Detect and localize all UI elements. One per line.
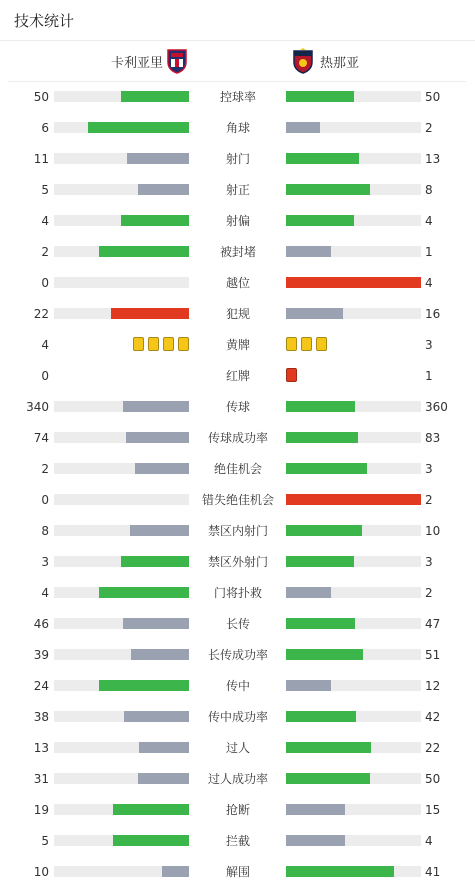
away-stat-bar-fill [286,153,359,164]
away-stat-value: 10 [425,524,441,538]
stat-label: 禁区外射门 [207,555,268,569]
home-stat-bar [54,804,189,815]
home-stat-bar [54,308,189,319]
home-stat-value: 50 [33,90,49,104]
home-stat-bar [54,277,189,288]
stat-row [0,460,475,480]
stat-label: 控球率 [219,90,256,104]
away-stat-bar-fill [286,184,370,195]
away-stat-bar-fill [286,277,421,288]
stat-label: 过人 [225,741,250,755]
stat-row [0,88,475,108]
away-stat-bar-fill [286,401,355,412]
home-stat-bar-fill [131,649,189,660]
stat-label: 门将扑救 [213,586,262,600]
away-stat-bar-fill [286,680,331,691]
away-stat-value: 2 [425,121,433,135]
away-stat-value: 83 [425,431,441,445]
home-stat-bar [54,742,189,753]
stat-label: 传球成功率 [207,431,268,445]
yellow-card-icon [301,337,312,351]
away-stat-bar-fill [286,463,367,474]
away-stat-value: 2 [425,586,433,600]
away-stat-bar [286,680,421,691]
home-stat-bar [54,680,189,691]
away-stat-bar [286,401,421,412]
away-stat-value: 13 [425,152,441,166]
away-stat-bar [286,866,421,877]
stat-label: 黄牌 [225,338,250,352]
stat-label: 禁区内射门 [207,524,268,538]
away-stat-bar [286,494,421,505]
home-stat-value: 0 [41,276,49,290]
stat-row [0,429,475,449]
away-stat-bar [286,649,421,660]
home-stat-bar-fill [99,680,189,691]
away-stat-bar [286,308,421,319]
home-stat-value: 31 [33,772,49,786]
away-stat-value: 3 [425,555,433,569]
home-stat-value: 4 [41,586,49,600]
stat-row [0,119,475,139]
home-stat-bar-fill [99,246,189,257]
home-stat-bar-fill [130,525,189,536]
stat-label: 传中 [225,679,250,693]
home-stat-bar-fill [139,742,189,753]
away-stat-value: 3 [425,462,433,476]
home-stat-bar-fill [121,556,189,567]
away-stat-bar [286,184,421,195]
stat-row [0,615,475,635]
home-stat-bar-fill [162,866,189,877]
home-stat-bar [54,649,189,660]
home-stat-value: 11 [33,152,49,166]
stat-label: 红牌 [225,369,250,383]
home-stat-bar [54,184,189,195]
home-stat-value: 2 [41,245,49,259]
stat-row [0,243,475,263]
home-stat-value: 4 [41,214,49,228]
away-stat-value: 4 [425,834,433,848]
home-stat-bar [54,153,189,164]
stat-row [0,522,475,542]
home-stat-value: 340 [26,400,49,414]
stat-row [0,212,475,232]
away-stat-bar [286,742,421,753]
team-header [8,41,466,82]
home-stat-bar-fill [135,463,189,474]
home-stat-bar-fill [99,587,189,598]
away-stat-value: 47 [425,617,441,631]
stat-label: 错失绝佳机会 [201,493,274,507]
away-stat-bar-fill [286,866,394,877]
home-stat-bar [54,463,189,474]
away-stat-bar [286,587,421,598]
away-stat-value: 12 [425,679,441,693]
stat-row [0,367,475,387]
home-stat-bar [54,215,189,226]
stat-label: 射偏 [225,214,250,228]
yellow-card-icon [148,337,159,351]
stat-row [0,739,475,759]
home-stat-bar-fill [138,184,189,195]
away-stat-bar-fill [286,773,370,784]
stat-label: 越位 [225,276,250,290]
home-stat-value: 5 [41,183,49,197]
away-stat-bar [286,525,421,536]
yellow-card-icon [163,337,174,351]
stat-label: 解围 [225,865,250,879]
away-stat-bar-fill [286,308,343,319]
home-stat-value: 4 [41,338,49,352]
away-stat-bar-fill [286,246,331,257]
home-stat-bar [54,866,189,877]
home-stat-bar [54,556,189,567]
away-cards [286,337,421,351]
stat-row [0,770,475,790]
away-stat-bar [286,835,421,846]
home-stat-value: 0 [41,493,49,507]
home-stat-bar [54,711,189,722]
home-stat-bar-fill [111,308,189,319]
stat-label: 射正 [225,183,250,197]
away-stat-bar [286,91,421,102]
home-stat-bar-fill [138,773,189,784]
home-stat-value: 24 [33,679,49,693]
stat-row [0,677,475,697]
home-stat-value: 19 [33,803,49,817]
home-stat-value: 22 [33,307,49,321]
away-stat-bar-fill [286,494,421,505]
stat-row [0,336,475,356]
stat-label: 长传成功率 [207,648,268,662]
away-stat-value: 50 [425,90,441,104]
away-stat-bar [286,153,421,164]
away-stat-bar [286,432,421,443]
away-team-name: 热那亚 [320,56,360,71]
away-stat-bar-fill [286,618,355,629]
home-stat-bar-fill [124,711,189,722]
home-stat-value: 46 [33,617,49,631]
home-stat-bar-fill [123,401,189,412]
yellow-card-icon [286,337,297,351]
stat-row [0,305,475,325]
away-stat-bar [286,463,421,474]
home-stat-value: 8 [41,524,49,538]
stat-label: 长传 [225,617,250,631]
stat-row [0,708,475,728]
away-stat-value: 50 [425,772,441,786]
stat-label: 犯规 [225,307,250,321]
home-stat-bar [54,246,189,257]
away-stat-bar-fill [286,835,345,846]
stat-row [0,491,475,511]
away-stat-bar-fill [286,525,362,536]
home-stat-value: 6 [41,121,49,135]
red-card-icon [286,368,297,382]
home-stat-bar [54,773,189,784]
away-stat-value: 8 [425,183,433,197]
away-stat-value: 1 [425,369,433,383]
stat-label: 过人成功率 [207,772,268,786]
away-stat-bar [286,804,421,815]
stat-row [0,274,475,294]
stat-row [0,646,475,666]
home-stat-bar-fill [113,835,189,846]
away-stat-value: 2 [425,493,433,507]
away-stat-value: 51 [425,648,441,662]
away-stat-bar [286,246,421,257]
stat-label: 传球 [225,400,250,414]
away-stat-bar-fill [286,587,331,598]
home-stat-bar-fill [127,153,189,164]
away-stat-bar-fill [286,556,354,567]
home-cards [54,368,189,382]
stat-label: 绝佳机会 [213,462,262,476]
home-stat-bar [54,587,189,598]
away-stat-bar [286,556,421,567]
home-stat-value: 5 [41,834,49,848]
yellow-card-icon [178,337,189,351]
stat-row [0,181,475,201]
away-stat-bar-fill [286,215,354,226]
home-stat-value: 2 [41,462,49,476]
home-stat-bar-fill [121,215,189,226]
away-stat-bar [286,711,421,722]
home-stat-value: 13 [33,741,49,755]
stat-label: 传中成功率 [207,710,268,724]
home-stat-bar-fill [88,122,189,133]
stat-label: 抢断 [225,803,250,817]
away-stat-value: 42 [425,710,441,724]
home-stat-value: 74 [33,431,49,445]
home-stat-value: 38 [33,710,49,724]
home-stat-bar [54,494,189,505]
stat-label: 角球 [225,121,250,135]
yellow-card-icon [316,337,327,351]
home-cards [54,337,189,351]
home-stat-bar-fill [113,804,189,815]
away-stat-bar-fill [286,804,345,815]
stat-label: 射门 [225,152,250,166]
stat-label: 被封堵 [219,245,256,259]
home-stat-bar [54,835,189,846]
stat-row [0,863,475,883]
away-stat-bar-fill [286,91,354,102]
stat-row [0,584,475,604]
away-stat-value: 15 [425,803,441,817]
away-stat-value: 360 [425,400,448,414]
away-stat-bar [286,122,421,133]
away-stat-bar-fill [286,649,363,660]
away-stat-bar [286,277,421,288]
home-stat-bar [54,525,189,536]
away-stat-bar-fill [286,711,356,722]
stat-row [0,832,475,852]
away-stat-bar-fill [286,432,358,443]
away-stat-bar [286,618,421,629]
home-stat-bar [54,91,189,102]
away-stat-value: 41 [425,865,441,879]
away-stat-value: 3 [425,338,433,352]
away-stat-bar-fill [286,122,320,133]
home-stat-bar-fill [121,91,189,102]
stat-label: 拦截 [225,834,250,848]
home-stat-value: 0 [41,369,49,383]
home-stat-value: 39 [33,648,49,662]
stat-row [0,801,475,821]
away-stat-bar-fill [286,742,371,753]
yellow-card-icon [133,337,144,351]
away-cards [286,368,421,382]
page-title: 技术统计 [14,12,75,30]
stat-row [0,398,475,418]
away-stat-value: 22 [425,741,441,755]
home-team-crest-icon [166,48,188,74]
away-stat-value: 16 [425,307,441,321]
home-stat-value: 10 [33,865,49,879]
home-stat-value: 3 [41,555,49,569]
home-stat-bar [54,432,189,443]
away-stat-bar [286,215,421,226]
home-stat-bar [54,401,189,412]
away-stat-bar [286,773,421,784]
home-stat-bar-fill [123,618,189,629]
home-stat-bar-fill [126,432,189,443]
away-team-crest-icon [292,48,314,74]
title-bar [0,0,475,41]
home-stat-bar [54,618,189,629]
away-stat-value: 4 [425,276,433,290]
stat-row [0,150,475,170]
home-team-name: 卡利亚里 [110,56,163,71]
stat-row [0,553,475,573]
away-stat-value: 4 [425,214,433,228]
away-stat-value: 1 [425,245,433,259]
home-stat-bar [54,122,189,133]
